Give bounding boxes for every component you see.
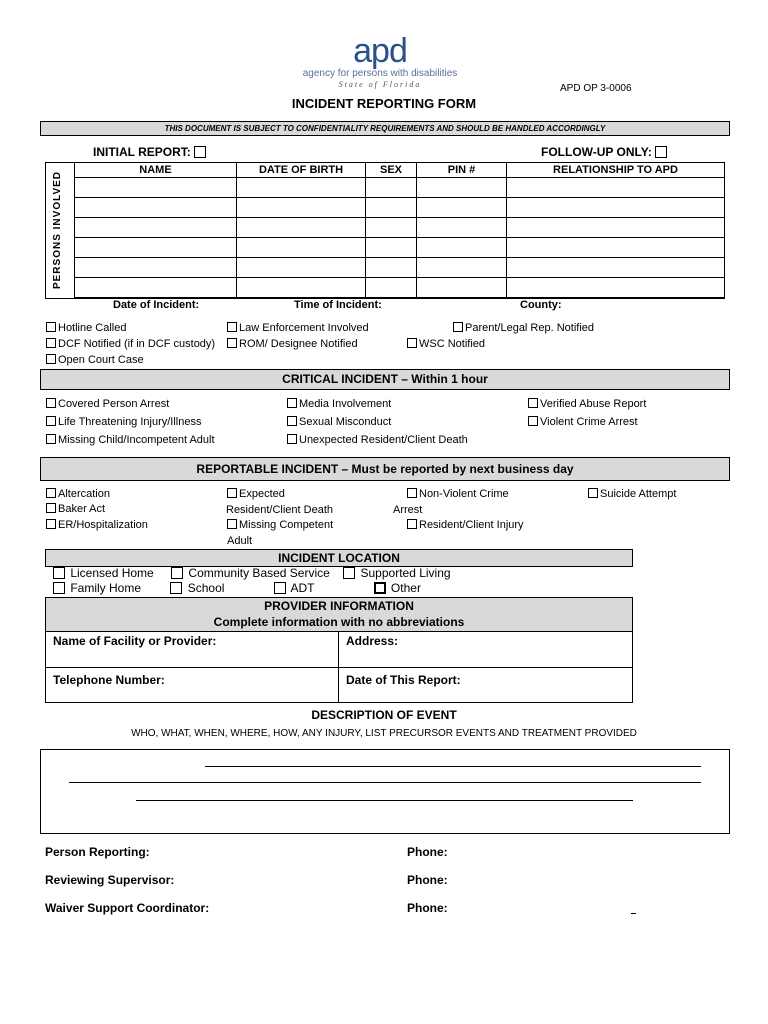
loc-row-1 — [53, 566, 451, 581]
name-cell[interactable] — [75, 238, 237, 258]
rep-missing-label-2: Adult — [227, 535, 253, 547]
checkbox[interactable] — [528, 398, 538, 408]
reportable-incident-header: REPORTABLE INCIDENT – Must be reported by next business day — [40, 457, 730, 481]
confidentiality-banner: THIS DOCUMENT IS SUBJECT TO CONFIDENTIALITY REQUIREMENTS AND SHOULD BE HANDLED ACCORDINGLY — [40, 121, 730, 136]
table-row — [75, 258, 725, 278]
follow-up-checkbox[interactable] — [655, 146, 667, 158]
checkbox[interactable] — [227, 519, 237, 529]
rep-baker-label: Baker Act — [58, 503, 106, 515]
rep-nonviolent-label-2: Arrest — [393, 504, 423, 516]
checkbox[interactable] — [46, 398, 56, 408]
rep-baker[interactable] — [46, 501, 105, 517]
location-options — [53, 566, 451, 596]
loc-community-label: Community Based Service — [188, 566, 330, 580]
checkbox[interactable] — [287, 416, 297, 426]
description-subheader: WHO, WHAT, WHEN, WHERE, HOW, ANY INJURY, LIST PRECURSOR EVENTS AND TREATMENT PROVIDED — [131, 728, 637, 739]
initial-report-label: INITIAL REPORT: — [93, 145, 191, 159]
name-cell[interactable] — [75, 218, 237, 238]
checkbox[interactable] — [46, 338, 56, 348]
checkbox[interactable] — [46, 519, 56, 529]
rep-expected-label-2: Resident/Client Death — [226, 504, 334, 516]
relationship-cell[interactable] — [507, 238, 725, 258]
relationship-cell[interactable] — [507, 278, 725, 298]
checkbox[interactable] — [287, 434, 297, 444]
loc-supported[interactable] — [343, 566, 450, 580]
checkbox[interactable] — [227, 338, 237, 348]
provider-subheader: Complete information with no abbreviations — [213, 615, 465, 629]
notif-law-label: Law Enforcement Involved — [239, 322, 369, 334]
provider-grid — [46, 632, 632, 702]
rep-injury-label: Resident/Client Injury — [419, 519, 524, 531]
crit-media-label: Media Involvement — [299, 398, 392, 410]
checkbox[interactable] — [407, 519, 417, 529]
loc-family[interactable] — [53, 581, 141, 595]
dob-cell[interactable] — [237, 278, 366, 298]
telephone-field[interactable]: Telephone Number: — [53, 673, 165, 687]
checkbox[interactable] — [407, 488, 417, 498]
initial-report — [93, 145, 208, 159]
person-reporting-phone[interactable]: Phone: — [407, 845, 448, 859]
checkbox[interactable] — [407, 338, 417, 348]
table-row — [75, 178, 725, 198]
rep-missing-label: Missing Competent — [239, 519, 334, 531]
checkbox[interactable] — [46, 322, 56, 332]
date-of-incident: Date of Incident: — [113, 299, 200, 311]
rep-er-label: ER/Hospitalization — [58, 519, 148, 531]
dob-cell[interactable] — [237, 258, 366, 278]
checkbox[interactable] — [453, 322, 463, 332]
persons-involved-section — [45, 162, 725, 299]
loc-school-label: School — [187, 581, 225, 595]
relationship-cell[interactable] — [507, 258, 725, 278]
checkbox[interactable] — [343, 567, 355, 579]
provider-header: PROVIDER INFORMATION — [264, 599, 414, 613]
follow-up — [541, 145, 669, 159]
rep-missing[interactable] — [227, 517, 333, 549]
stray-mark — [631, 913, 636, 914]
name-cell[interactable] — [75, 198, 237, 218]
col-sex: SEX — [366, 163, 417, 178]
person-reporting[interactable]: Person Reporting: — [45, 845, 150, 859]
facility-name-field[interactable]: Name of Facility or Provider: — [53, 634, 217, 648]
name-cell[interactable] — [75, 178, 237, 198]
sex-cell[interactable] — [366, 218, 417, 238]
notif-hotline[interactable] — [46, 320, 126, 336]
crit-arrest[interactable] — [46, 396, 169, 412]
table-row — [75, 238, 725, 258]
description-header: DESCRIPTION OF EVENT — [311, 708, 457, 722]
notif-wsc[interactable] — [407, 336, 485, 352]
checkbox[interactable] — [53, 582, 65, 594]
crit-violent-label: Violent Crime Arrest — [540, 416, 638, 428]
pin-cell[interactable] — [417, 178, 507, 198]
col-pin: PIN # — [417, 163, 507, 178]
rep-altercation-label: Altercation — [58, 488, 110, 500]
checkbox[interactable] — [588, 488, 598, 498]
table-row — [75, 218, 725, 238]
notif-parent[interactable] — [453, 320, 594, 336]
relationship-cell[interactable] — [507, 178, 725, 198]
crit-sexual-label: Sexual Misconduct — [299, 416, 392, 428]
time-of-incident: Time of Incident: — [294, 299, 382, 311]
crit-missing[interactable] — [46, 432, 215, 448]
relationship-cell[interactable] — [507, 218, 725, 238]
notif-rom-label: ROM/ Designee Notified — [239, 338, 358, 350]
crit-abuse-label: Verified Abuse Report — [540, 398, 647, 410]
loc-adt[interactable] — [274, 581, 314, 595]
reviewing-supervisor[interactable]: Reviewing Supervisor: — [45, 873, 175, 887]
checkbox[interactable] — [274, 582, 286, 594]
apd-logo — [290, 34, 470, 94]
name-cell[interactable] — [75, 258, 237, 278]
notif-rom[interactable] — [227, 336, 358, 352]
notif-law[interactable] — [227, 320, 369, 336]
county: County: — [520, 299, 562, 311]
crit-life[interactable] — [46, 414, 202, 430]
persons-side-label: PERSONS INVOLVED — [52, 170, 63, 290]
crit-arrest-label: Covered Person Arrest — [58, 398, 170, 410]
pin-cell[interactable] — [417, 218, 507, 238]
loc-other-label: Other — [390, 581, 421, 595]
sex-cell[interactable] — [366, 278, 417, 298]
crit-death[interactable] — [287, 432, 468, 448]
notif-wsc-label: WSC Notified — [419, 338, 486, 350]
waiver-coordinator[interactable]: Waiver Support Coordinator: — [45, 901, 210, 915]
pin-cell[interactable] — [417, 278, 507, 298]
table-row — [75, 278, 725, 298]
table-row — [75, 198, 725, 218]
rep-suicide[interactable] — [588, 486, 676, 502]
col-relationship: RELATIONSHIP TO APD — [507, 163, 725, 178]
pin-cell[interactable] — [417, 238, 507, 258]
rep-altercation[interactable] — [46, 486, 110, 502]
col-dob: DATE OF BIRTH — [237, 163, 366, 178]
checkbox[interactable] — [374, 582, 386, 594]
checkbox[interactable] — [227, 488, 237, 498]
rep-expected-label: Expected — [239, 488, 285, 500]
loc-community[interactable] — [171, 566, 330, 580]
provider-header-band — [46, 598, 632, 632]
checkbox[interactable] — [46, 354, 56, 364]
sex-cell[interactable] — [366, 238, 417, 258]
loc-other[interactable] — [374, 581, 421, 595]
description-line-2 — [69, 782, 701, 783]
crit-missing-label: Missing Child/Incompetent Adult — [58, 434, 215, 446]
initial-report-checkbox[interactable] — [194, 146, 206, 158]
sex-cell[interactable] — [366, 258, 417, 278]
logo-tagline: agency for persons with disabilities — [302, 68, 458, 79]
crit-media[interactable] — [287, 396, 391, 412]
col-name: NAME — [75, 163, 237, 178]
rep-injury[interactable] — [407, 517, 524, 533]
logo-state: State of Florida — [338, 80, 422, 89]
crit-abuse[interactable] — [528, 396, 646, 412]
checkbox[interactable] — [46, 434, 56, 444]
form-title: INCIDENT REPORTING FORM — [291, 96, 477, 111]
description-line-1 — [205, 766, 701, 767]
loc-adt-label: ADT — [290, 581, 315, 595]
address-field[interactable]: Address: — [346, 634, 399, 648]
provider-information — [45, 597, 633, 703]
crit-violent[interactable] — [528, 414, 638, 430]
critical-incident-header: CRITICAL INCIDENT – Within 1 hour — [40, 369, 730, 390]
checkbox[interactable] — [227, 322, 237, 332]
checkbox[interactable] — [46, 488, 56, 498]
crit-sexual[interactable] — [287, 414, 391, 430]
incident-location-header: INCIDENT LOCATION — [45, 549, 633, 567]
report-date-field[interactable]: Date of This Report: — [346, 673, 461, 687]
checkbox[interactable] — [170, 582, 182, 594]
rep-expected[interactable] — [227, 486, 333, 518]
crit-death-label: Unexpected Resident/Client Death — [299, 434, 468, 446]
description-box[interactable] — [40, 749, 730, 834]
dob-cell[interactable] — [237, 198, 366, 218]
persons-table — [74, 162, 725, 298]
relationship-cell[interactable] — [507, 198, 725, 218]
pin-cell[interactable] — [417, 258, 507, 278]
loc-licensed-label: Licensed Home — [70, 566, 154, 580]
notif-dcf[interactable] — [46, 336, 215, 352]
checkbox[interactable] — [46, 416, 56, 426]
notif-court[interactable] — [46, 352, 144, 368]
provider-row-divider — [46, 667, 632, 668]
notif-court-label: Open Court Case — [58, 354, 144, 366]
crit-life-label: Life Threatening Injury/Illness — [58, 416, 202, 428]
persons-header-row — [75, 163, 725, 178]
name-cell[interactable] — [75, 278, 237, 298]
loc-family-label: Family Home — [70, 581, 142, 595]
dob-cell[interactable] — [237, 238, 366, 258]
sex-cell[interactable] — [366, 198, 417, 218]
rep-suicide-label: Suicide Attempt — [600, 488, 677, 500]
form-code: APD OP 3-0006 — [560, 83, 632, 94]
rep-nonviolent-label: Non-Violent Crime — [419, 488, 509, 500]
dob-cell[interactable] — [237, 218, 366, 238]
notif-dcf-label: DCF Notified (if in DCF custody) — [58, 338, 216, 350]
checkbox[interactable] — [528, 416, 538, 426]
waiver-coordinator-phone[interactable]: Phone: — [407, 901, 448, 915]
pin-cell[interactable] — [417, 198, 507, 218]
dob-cell[interactable] — [237, 178, 366, 198]
notif-parent-label: Parent/Legal Rep. Notified — [465, 322, 595, 334]
loc-supported-label: Supported Living — [360, 566, 451, 580]
rep-er[interactable] — [46, 517, 148, 533]
checkbox[interactable] — [53, 567, 65, 579]
loc-row-2 — [53, 581, 451, 596]
follow-up-label: FOLLOW-UP ONLY: — [541, 145, 652, 159]
checkbox[interactable] — [287, 398, 297, 408]
description-line-3 — [136, 800, 633, 801]
reviewing-supervisor-phone[interactable]: Phone: — [407, 873, 448, 887]
loc-school[interactable] — [170, 581, 224, 595]
loc-licensed[interactable] — [53, 566, 154, 580]
checkbox[interactable] — [171, 567, 183, 579]
checkbox[interactable] — [46, 503, 56, 513]
sex-cell[interactable] — [366, 178, 417, 198]
logo-mark: apd — [353, 32, 407, 70]
rep-nonviolent[interactable] — [393, 486, 509, 518]
notif-hotline-label: Hotline Called — [58, 322, 127, 334]
